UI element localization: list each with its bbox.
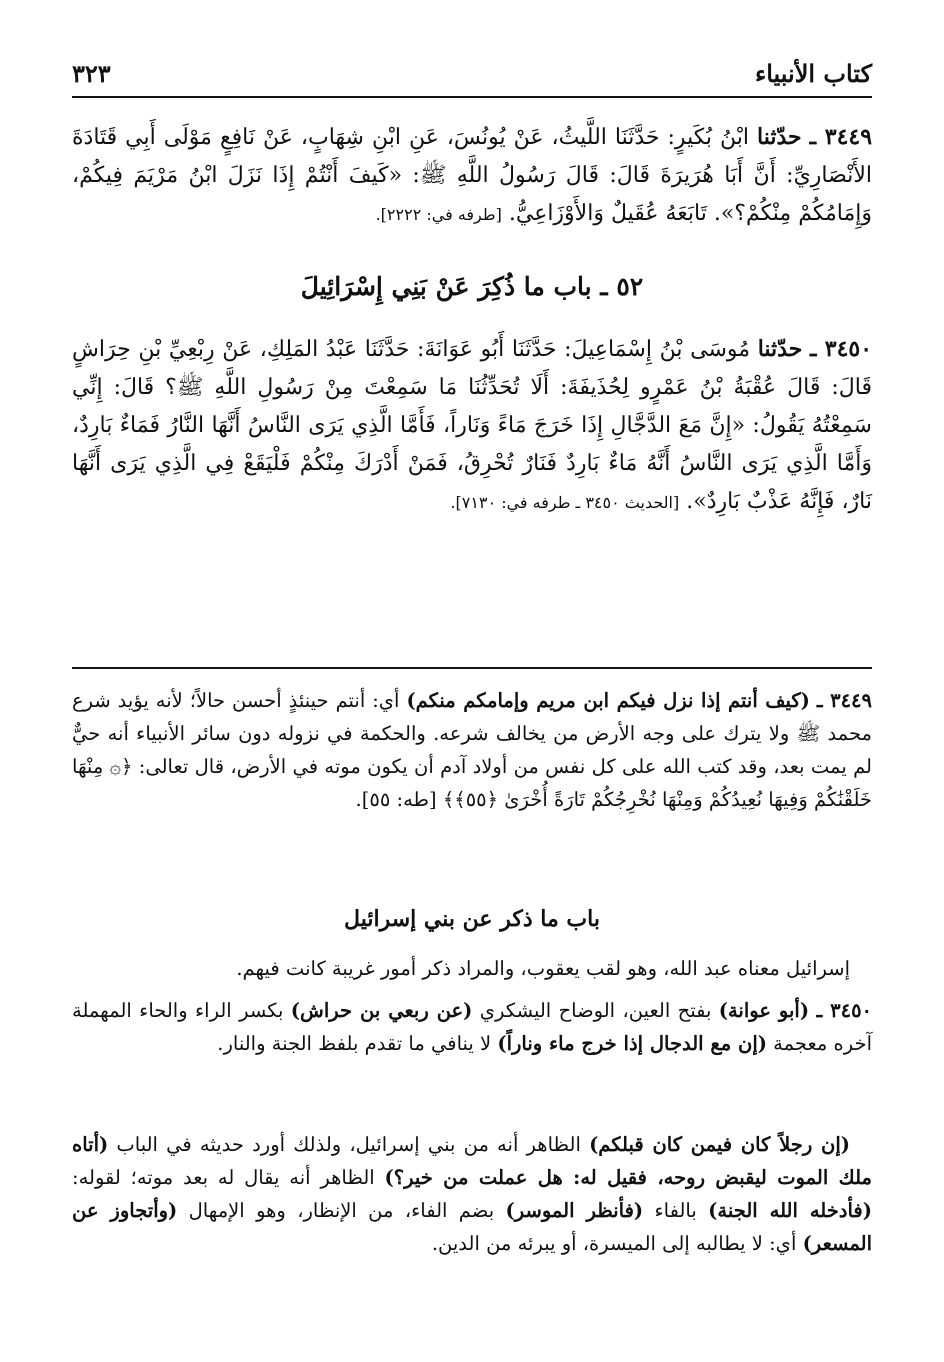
book-title: كتاب الأنبياء [754,58,872,88]
commentary-number: ٣٤٤٩ ـ [816,689,873,712]
commentary-3449 [72,684,872,816]
commentary-chapter-heading: باب ما ذكر عن بني إسرائيل [344,906,600,932]
commentary-quote: (فأنظر الموسر) [505,1199,644,1222]
commentary-text: الظاهر أنه يقال له بعد موته؛ لقوله: [72,1166,375,1189]
running-header [72,50,872,96]
isnad-lead: حدّثنا [757,124,802,150]
hadith-3449 [72,118,872,234]
commentary-text: بكسر الراء والحاء المهملة آخره معجمة [72,999,872,1055]
hadith-text: مُوسَى بْنُ إِسْمَاعِيلَ: حَدَّثَنَا أَبُو عَوَانَةَ: حَدَّثَنَا عَبْدُ المَلِكِ، عَنْ رِبْعِيِّ بْنِ حِرَاشٍ قَالَ: قَالَ عُقْبَةُ بْنُ عَمْرٍو لِحُذَيفَةَ: أَلَا تُحَدِّثُنَا مَا سَمِعْتَ مِنْ رَسُولِ اللَّهِ ﷺ؟ قَالَ: إِنِّي سَمِعْتُهُ يَقُولُ: «إِنَّ مَعَ الدَّجَّالِ إِذَا خَرَجَ مَاءً وَنَاراً، فَأَمَّا الَّذِي يَرَى النَّاسُ أَنَّهَا النَّارُ فَمَاءٌ بَارِدٌ، وَأَمَّا الَّذِي يَرَى النَّاسُ أَنَّهُ مَاءٌ بَارِدٌ فَنَارٌ تُحْرِقُ، فَمَنْ أَدْرَكَ مِنْكُمْ فَلْيَقَعْ فِي الَّذِي يَرَى أَنَّهَا نَارٌ، فَإِنَّهُ عَذْبٌ بَارِدٌ». [72,337,872,514]
commentary-text: بالفاء [654,1199,697,1222]
hadith-number: ٣٤٥٠ ـ [809,336,873,362]
cross-reference: [الحديث ٣٤٥٠ ـ طرفه في: ٧١٣٠]. [450,493,680,512]
commentary-quote: (عن ربعي بن حراش) [290,999,473,1022]
commentary-3450 [72,994,872,1060]
page-number: ٣٢٣ [72,58,111,88]
commentary-text: أي: لا يطالبه إلى الميسرة، أو يبرئه من الدين. [431,1232,797,1255]
hadith-text: ابْنُ بُكَيرٍ: حَدَّثَنَا اللَّيثُ، عَنْ يُونُسَ، عَنِ ابْنِ شِهَابٍ، عَنْ نَافِعٍ مَوْلَى أَبِي قَتَادَةَ الأَنْصَارِيِّ: أَنَّ أَبَا هُرَيرَةَ قَالَ: قَالَ رَسُولُ اللَّهِ ﷺ: «كَيفَ أَنْتُمْ إِذَا نَزَلَ ابْنُ مَرْيَمَ فِيكُمْ، وَإِمَامُكُمْ مِنْكُمْ؟». تَابَعَهُ عُقَيلٌ وَالأَوْزَاعِيُّ. [72,125,872,226]
commentary-chapter-intro [72,952,872,985]
commentary-divider [72,667,872,669]
header-rule [72,96,872,98]
commentary-text: أي: أنتم حينئذٍ أحسن حالاً؛ لأنه يؤيد شرع محمد ﷺ ولا يترك على وجه الأرض من يخالف شرعه. والحكمة في نزوله دون سائر الأنبياء أنه حيٌّ لم يمت بعد، وقد كتب الله على كل نفس من أولاد آدم أن يكون موته في الأرض، قال تعالى: ﴿۞ مِنْهَا خَلَقْنَٰكُمْ وَفِيهَا نُعِيدُكُمْ وَمِنْهَا نُخْرِجُكُمْ تَارَةً أُخْرَىٰ ﴿٥٥﴾﴾ [طه: ٥٥]. [72,689,872,811]
commentary-text: لا ينافي ما تقدم بلفظ الجنة والنار. [217,1032,492,1055]
commentary-quote: (كيف أنتم إذا نزل فيكم ابن مريم وإمامكم منكم) [406,689,810,712]
commentary-quote: (إن رجلاً كان فيمن كان قبلكم) [589,1133,851,1156]
commentary-quote: (إن مع الدجال إذا خرج ماء وناراً) [497,1032,767,1055]
commentary-quote: (فأدخله الله الجنة) [708,1199,872,1222]
cross-reference: [طرفه في: ٢٢٢٢]. [375,205,502,224]
chapter-heading: ٥٢ ـ باب ما ذُكِرَ عَنْ بَنِي إِسْرَائِيلَ [300,272,644,301]
intro-text: إسرائيل معناه عبد الله، وهو لقب يعقوب، والمراد ذكر أمور غريبة كانت فيهم. [236,957,850,980]
commentary-3452 [72,1128,872,1260]
commentary-text: بفتح العين، الوضاح اليشكري [479,999,712,1022]
isnad-lead: حدّثنا [757,336,803,362]
commentary-quote: (وأتجاوز عن المسعر) [72,1199,872,1255]
hadith-3450 [72,330,872,522]
commentary-quote: (أتاه ملك الموت ليقبض روحه، فقيل له: هل عملت من خير؟) [72,1133,872,1189]
commentary-number: ٣٤٥٠ ـ [816,999,873,1022]
commentary-text: الظاهر أنه من بني إسرائيل، ولذلك أورد حديثه في الباب [116,1133,581,1156]
hadith-number: ٣٤٤٩ ـ [809,124,873,150]
commentary-text: بضم الفاء، من الإنظار، وهو الإمهال [188,1199,495,1222]
commentary-quote: (أبو عوانة) [718,999,810,1022]
